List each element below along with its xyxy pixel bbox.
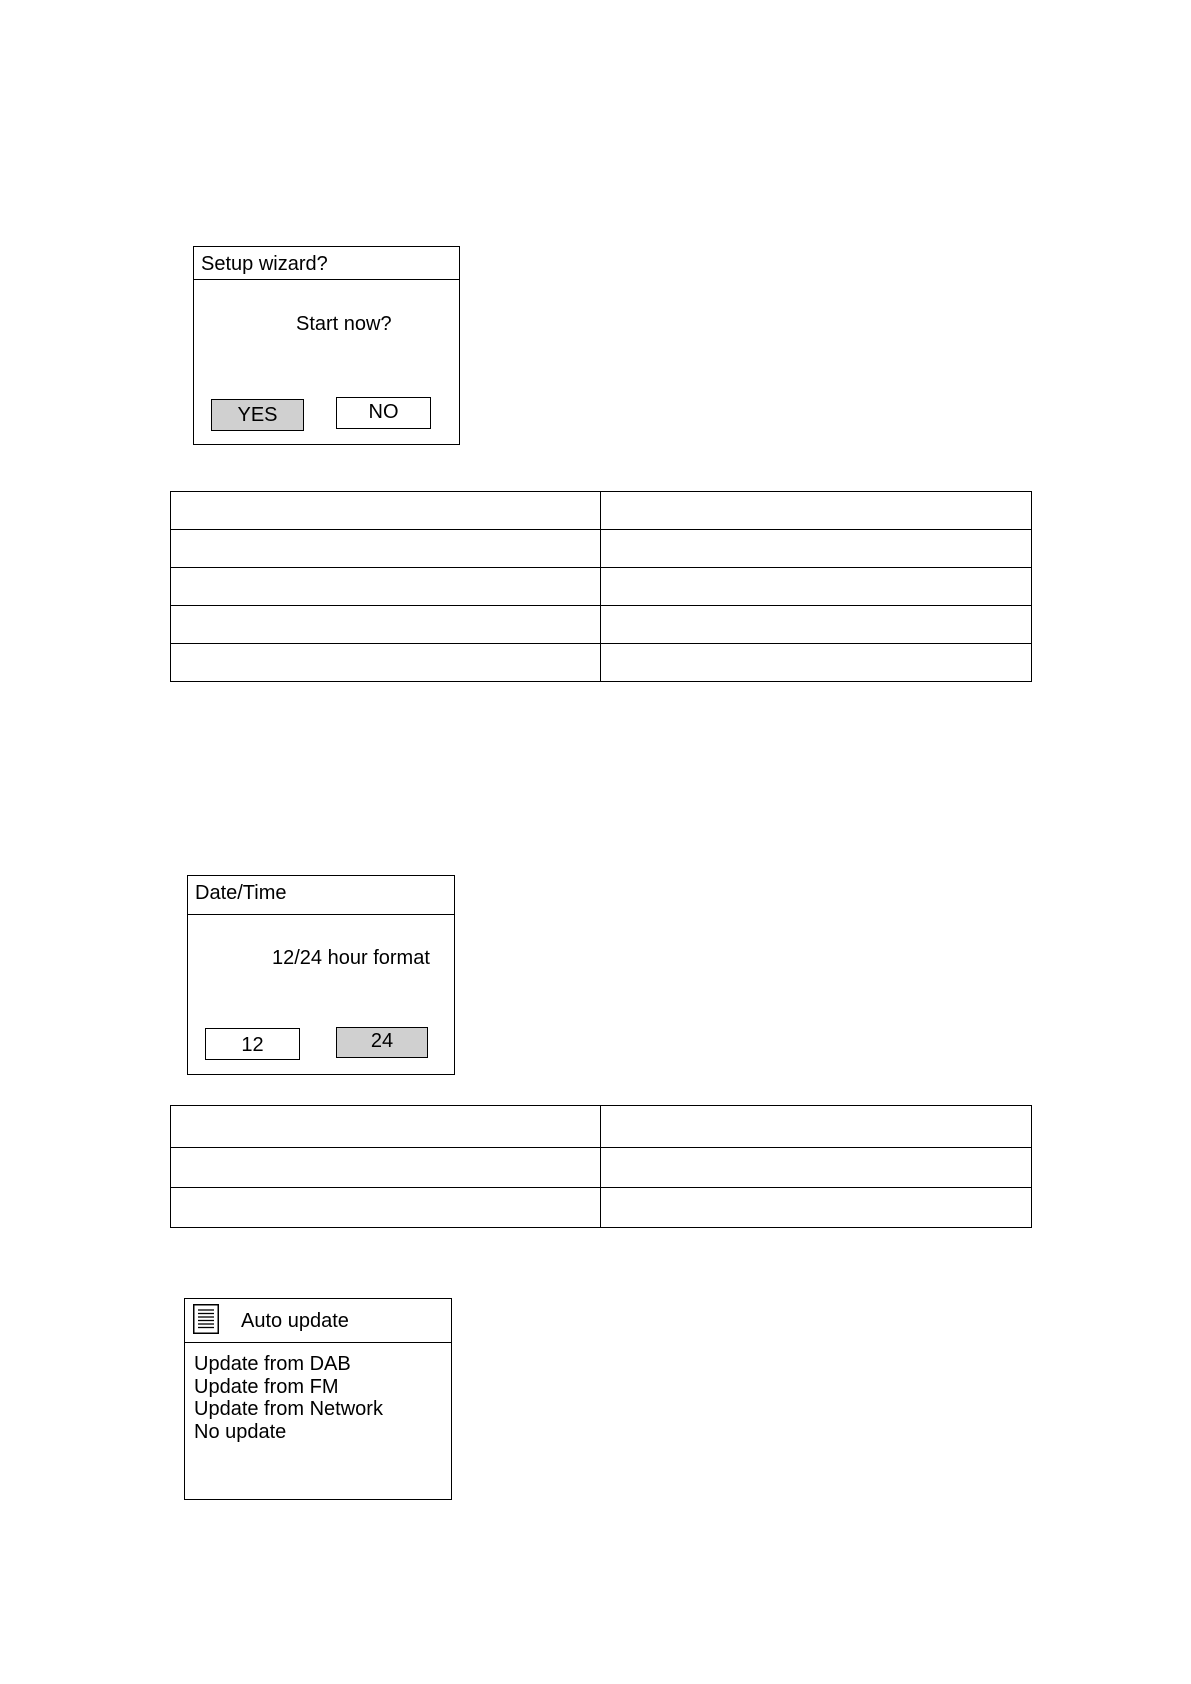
menu-list-icon [193,1304,219,1334]
table-row [171,530,1032,568]
auto-update-title: Auto update [241,1310,349,1332]
hour-format-12-button[interactable]: 12 [205,1028,300,1060]
setup-wizard-title-bar [194,247,459,280]
table-row [171,1188,1032,1228]
date-time-title: Date/Time [195,882,287,904]
setup-wizard-table [170,491,1032,682]
setup-wizard-screen [193,246,460,445]
list-item-update-from-network[interactable]: Update from Network [194,1398,383,1420]
hour-format-24-button[interactable]: 24 [336,1027,428,1058]
no-button[interactable]: NO [336,397,431,429]
yes-button[interactable]: YES [211,399,304,431]
table-row [171,1106,1032,1148]
setup-wizard-message: Start now? [296,313,392,335]
auto-update-screen [184,1298,452,1500]
setup-wizard-title: Setup wizard? [201,253,328,275]
table-row [171,606,1032,644]
table-row [171,568,1032,606]
auto-update-title-bar [185,1299,451,1343]
table-row [171,1148,1032,1188]
table-row [171,492,1032,530]
table-row [171,644,1032,682]
list-item-update-from-dab[interactable]: Update from DAB [194,1353,351,1375]
list-item-no-update[interactable]: No update [194,1421,287,1443]
list-item-update-from-fm[interactable]: Update from FM [194,1376,339,1398]
date-time-screen [187,875,455,1075]
date-time-title-bar [188,876,454,915]
date-time-table [170,1105,1032,1228]
date-time-message: 12/24 hour format [272,947,430,969]
